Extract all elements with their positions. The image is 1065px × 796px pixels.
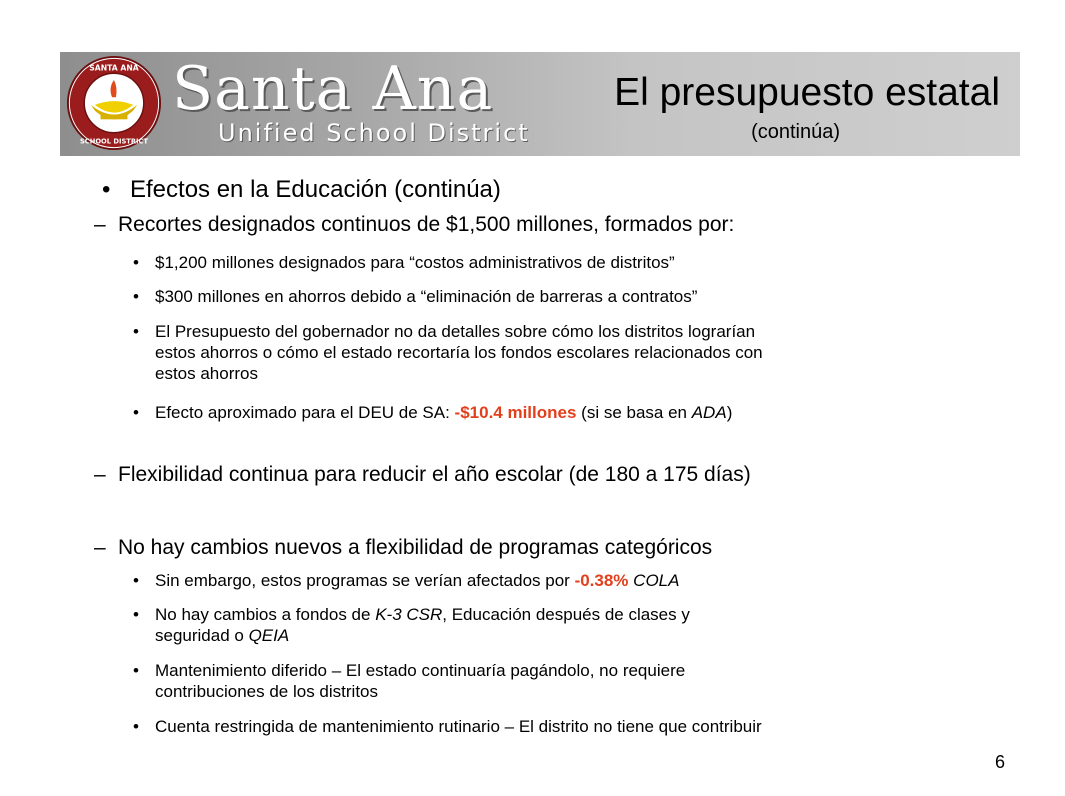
section1-bullet-3-line2: estos ahorros o cómo el estado recortaría los fondos escolares relacionados con: [155, 343, 763, 362]
bullet-icon: •: [133, 717, 139, 736]
bullet-icon: •: [102, 176, 111, 203]
cola-value: -0.38%: [574, 571, 629, 590]
csr-label: K-3 CSR: [375, 605, 443, 624]
section1-bullet-1: $1,200 millones designados para “costos administrativos de distritos”: [155, 253, 675, 272]
section3-bullet-4: Cuenta restringida de mantenimiento rutinario – El distrito no tiene que contribuir: [155, 717, 762, 736]
section1-heading: Recortes designados continuos de $1,500 millones, formados por:: [118, 213, 735, 236]
slide-title: El presupuesto estatal: [614, 71, 1000, 114]
bullet-icon: •: [133, 287, 139, 306]
section1-bullet-3-line1: El Presupuesto del gobernador no da detalles sobre cómo los distritos lograrían: [155, 322, 756, 341]
section1-bullet-2: $300 millones en ahorros debido a “eliminación de barreras a contratos”: [155, 287, 698, 306]
bullet-icon: •: [133, 661, 139, 680]
bullet-icon: •: [133, 403, 139, 422]
dash-icon: –: [94, 536, 106, 559]
effect-middle: (si se basa en: [576, 403, 692, 422]
section3-bullet-3-line1: Mantenimiento diferido – El estado continuaría pagándolo, no requiere: [155, 661, 686, 680]
bullet-icon: •: [133, 253, 139, 272]
brand-name: Santa Ana: [172, 54, 494, 124]
cola-label: COLA: [628, 571, 680, 590]
effect-prefix: Efecto aproximado para el DEU de SA:: [155, 403, 455, 422]
level1-heading: Efectos en la Educación (continúa): [130, 176, 501, 203]
bullet-icon: •: [133, 605, 139, 624]
csr-middle: , Educación después de clases y: [442, 605, 690, 624]
bullet-icon: •: [133, 322, 139, 341]
page-number: 6: [995, 752, 1006, 772]
brand-subname: Unified School District: [218, 119, 530, 147]
effect-ada: ADA: [691, 403, 727, 422]
section2-heading: Flexibilidad continua para reducir el año escolar (de 180 a 175 días): [118, 463, 751, 486]
effect-line: [155, 402, 1015, 423]
section3-bullet-1: [155, 570, 1015, 591]
section3-heading: No hay cambios nuevos a flexibilidad de programas categóricos: [118, 536, 713, 559]
effect-suffix: ): [726, 403, 733, 422]
section3-bullet-2-line2: [155, 625, 1015, 646]
effect-amount: -$10.4 millones: [454, 403, 577, 422]
cola-prefix: Sin embargo, estos programas se verían afectados por: [155, 571, 575, 590]
district-seal-logo: [66, 55, 162, 151]
bullet-icon: •: [133, 571, 139, 590]
section3-bullet-2-line1: [155, 604, 1015, 625]
qeia-prefix: seguridad o: [155, 626, 249, 645]
dash-icon: –: [94, 213, 106, 236]
qeia-label: QEIA: [248, 626, 290, 645]
svg-text:SANTA ANA: SANTA ANA: [89, 63, 139, 73]
slide-subtitle: (continúa): [751, 121, 840, 143]
csr-prefix: No hay cambios a fondos de: [155, 605, 376, 624]
svg-text:SCHOOL DISTRICT: SCHOOL DISTRICT: [79, 137, 149, 146]
section3-bullet-3-line2: contribuciones de los distritos: [155, 682, 379, 701]
slide-header: [60, 52, 1020, 156]
dash-icon: –: [94, 463, 106, 486]
section1-bullet-3-line3: estos ahorros: [155, 364, 258, 383]
